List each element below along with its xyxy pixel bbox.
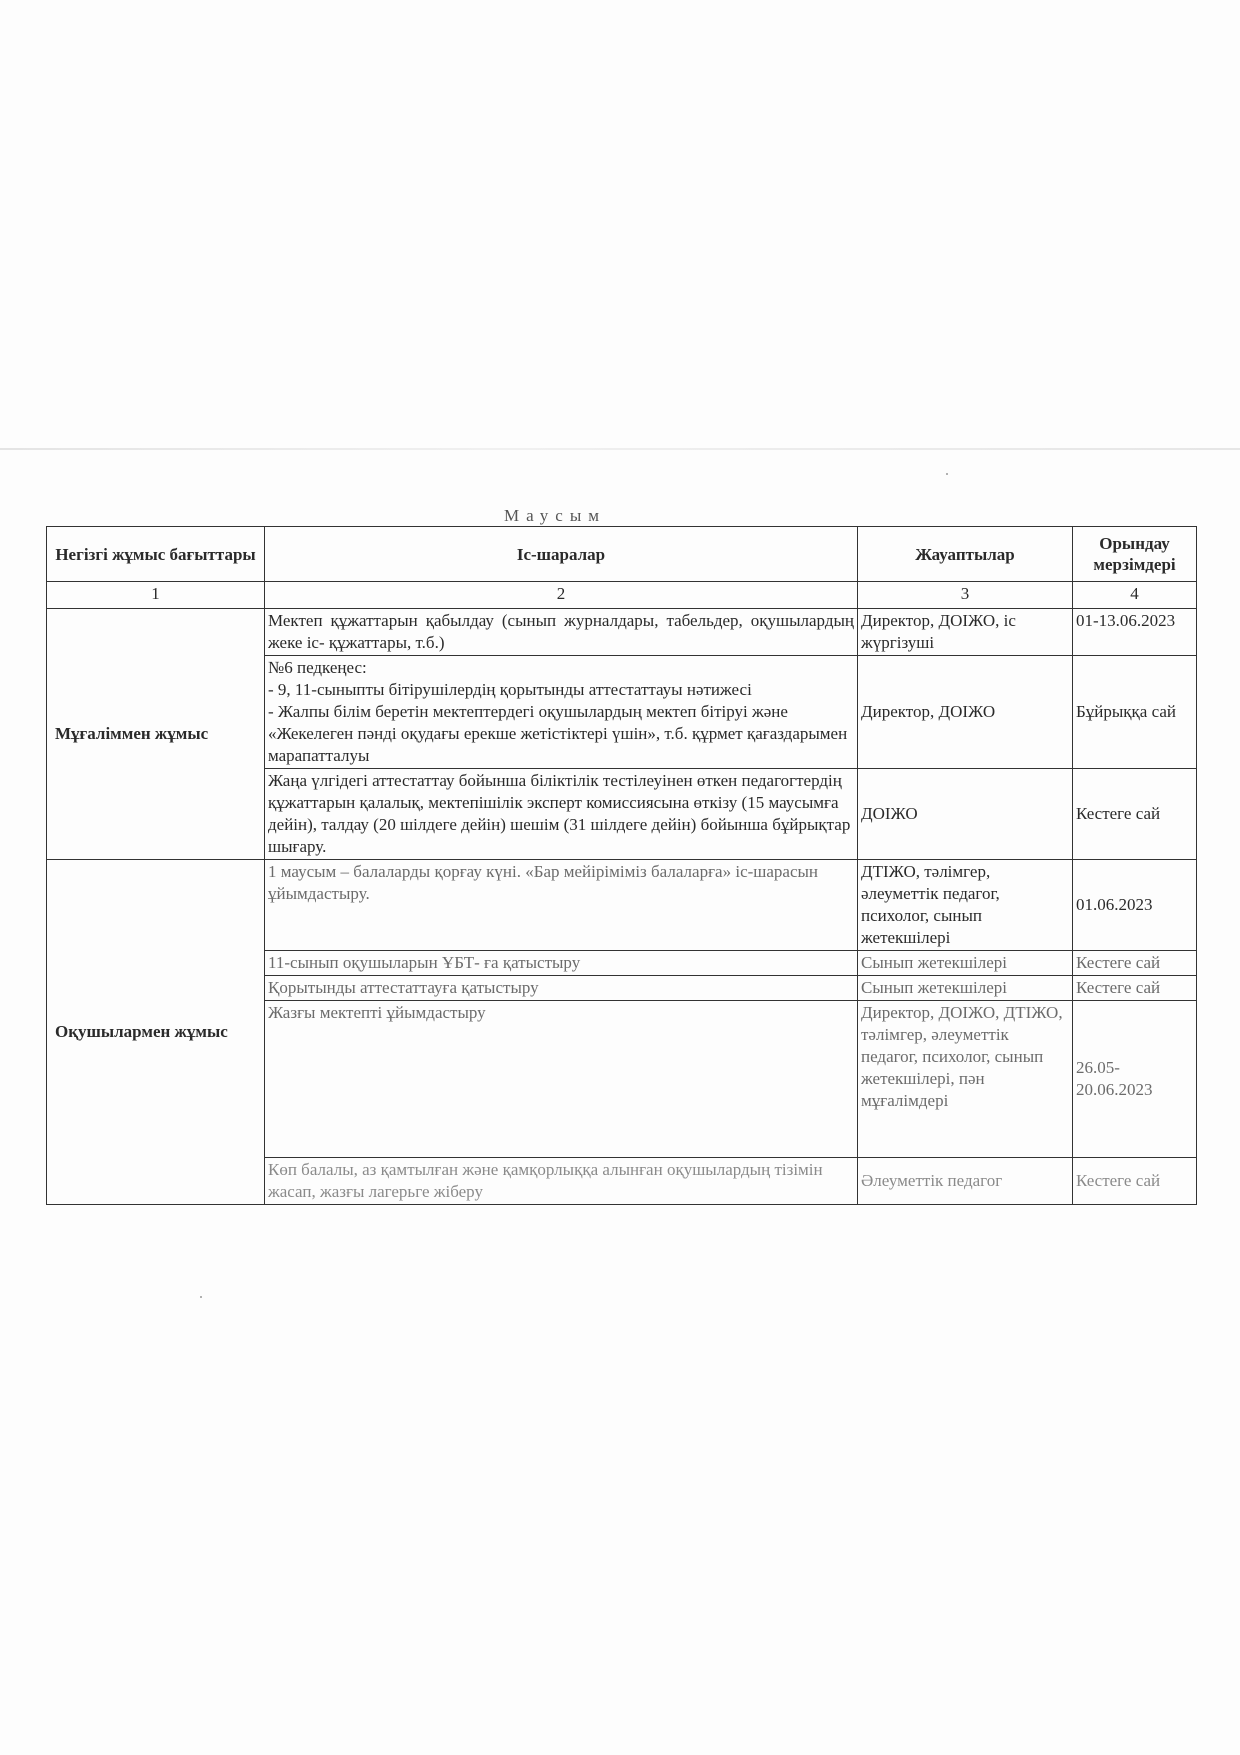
activity-cell [265,656,858,769]
responsible-cell: ДТІЖО, тәлімгер, әлеуметтік педагог, психолог, сынып жетекшілері [858,860,1073,951]
deadline-cell: 01-13.06.2023 [1073,609,1197,656]
activity-cell: 11-сынып оқушыларын ҰБТ- ға қатыстыру [265,951,858,976]
responsible-cell: Директор, ДОІЖО [858,656,1073,769]
table-row [47,609,1197,656]
table-row [47,860,1197,951]
responsible-cell: Директор, ДОІЖО, ДТІЖО, тәлімгер, әлеуметтік педагог, психолог, сынып жетекшілері, пән мұғалімдері [858,1001,1073,1158]
deadline-cell: Кестеге сай [1073,769,1197,860]
responsible-cell: Сынып жетекшілері [858,951,1073,976]
column-number: 4 [1073,582,1197,609]
activity-line: №6 педкеңес: [268,658,367,677]
deadline-cell: Кестеге сай [1073,976,1197,1001]
activity-cell: 1 маусым – балаларды қорғау күні. «Бар мейіріміміз балаларға» іс-шарасын ұйымдастыру. [265,860,858,951]
responsible-cell: Директор, ДОІЖО, іс жүргізуші [858,609,1073,656]
activity-cell: Жазғы мектепті ұйымдастыру [265,1001,858,1158]
activity-line: - Жалпы білім беретін мектептердегі оқушылардың мектеп бітіруі және «Жекелеген пәнді оқудағы ерекше жетістіктері үшін», т.б. құрмет қағаздарымен марапатталуы [268,702,848,765]
header-deadline: Орындау мерзімдері [1073,527,1197,582]
header-direction: Негізгі жұмыс бағыттары [47,527,265,582]
deadline-cell: 26.05-20.06.2023 [1073,1001,1197,1158]
work-plan-table [46,526,1197,1205]
scan-speck [946,473,948,475]
header-row [47,527,1197,582]
month-title: Маусым [503,506,607,525]
activity-cell: Қорытынды аттестаттауға қатыстыру [265,976,858,1001]
deadline-cell: Бұйрыққа сай [1073,656,1197,769]
activity-cell: Мектеп құжаттарын қабылдау (сынып журналдары, табельдер, оқушылардың жеке іс- құжаттары, т.б.) [265,609,858,656]
header-responsible: Жауаптылар [858,527,1073,582]
direction-students: Оқушылармен жұмыс [47,860,265,1205]
header-activities: Іс-шаралар [265,527,858,582]
scan-edge-line [0,448,1240,450]
column-number-row [47,582,1197,609]
column-number: 2 [265,582,858,609]
activity-line: - 9, 11-сыныпты бітірушілердің қорытынды аттестаттауы нәтижесі [268,680,752,699]
column-number: 1 [47,582,265,609]
responsible-cell: ДОІЖО [858,769,1073,860]
responsible-cell: Сынып жетекшілері [858,976,1073,1001]
column-number: 3 [858,582,1073,609]
activity-cell: Көп балалы, аз қамтылған және қамқорлыққа алынған оқушылардың тізімін жасап, жазғы лагерьге жіберу [265,1158,858,1205]
activity-cell: Жаңа үлгідегі аттестаттау бойынша біліктілік тестілеуінен өткен педагогтердің құжаттарын қалалық, мектепішілік эксперт комиссиясына өткізу (15 маусымға дейін), талдау (20 шілдеге дейін) шешім (31 шілдеге дейін) бойынша бұйрықтар шығару. [265,769,858,860]
deadline-cell: 01.06.2023 [1073,860,1197,951]
direction-teachers: Мұғаліммен жұмыс [47,609,265,860]
scan-speck [200,1296,202,1298]
deadline-cell: Кестеге сай [1073,1158,1197,1205]
deadline-cell: Кестеге сай [1073,951,1197,976]
responsible-cell: Әлеуметтік педагог [858,1158,1073,1205]
